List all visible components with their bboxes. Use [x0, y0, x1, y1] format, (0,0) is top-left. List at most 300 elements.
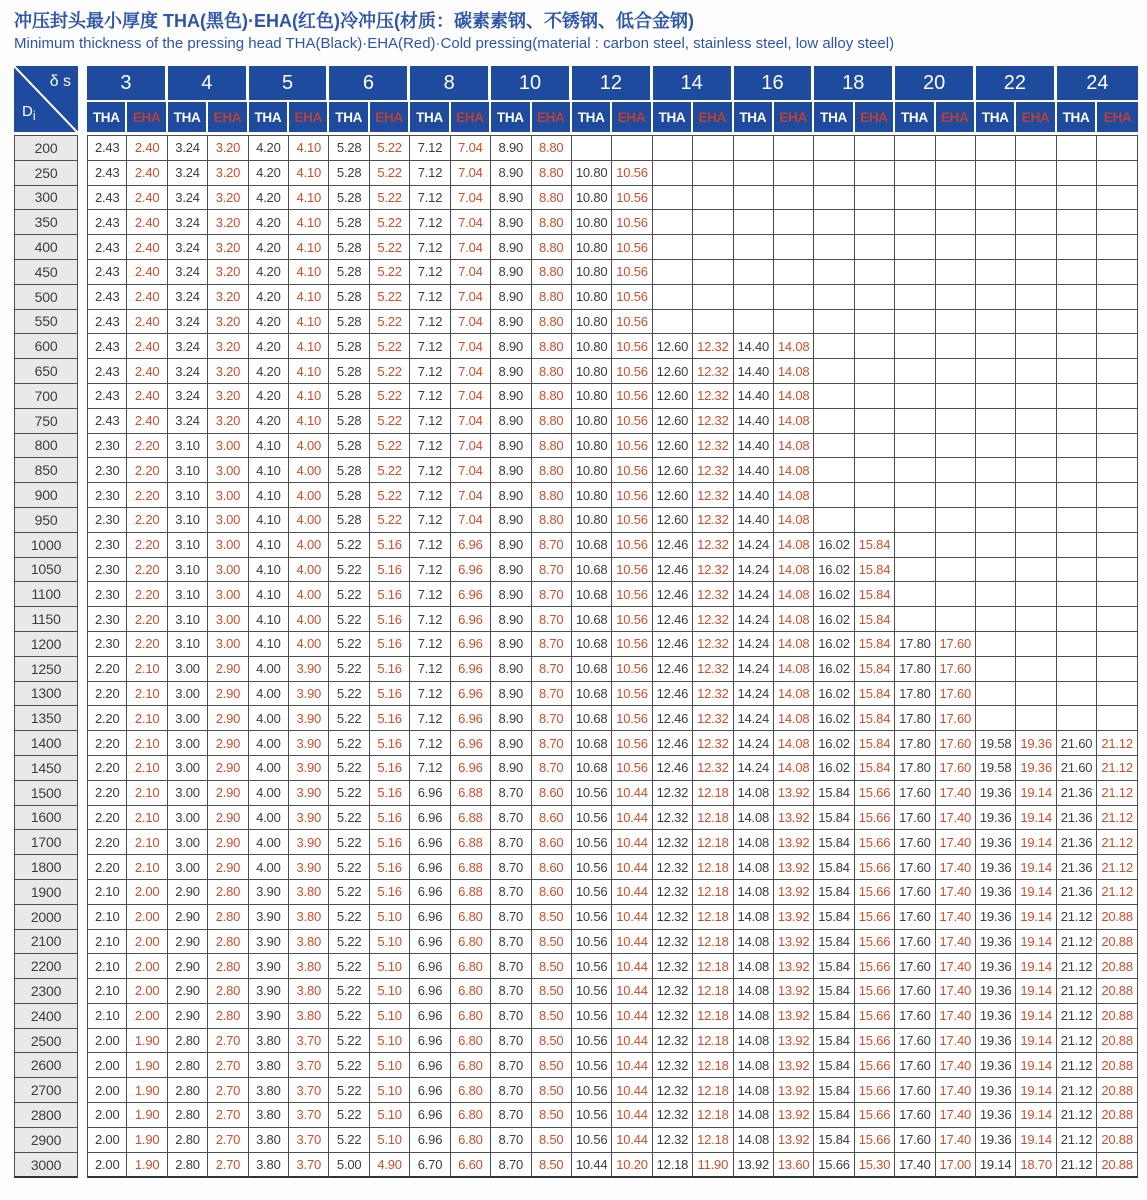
empty-cell — [1016, 260, 1056, 285]
eha-value-cell: 8.80 — [532, 409, 572, 434]
table-row — [14, 1029, 1138, 1054]
tha-value-cell: 2.43 — [87, 235, 127, 260]
size-header-cell: 4 — [168, 66, 249, 102]
eha-value-cell: 17.40 — [936, 1128, 976, 1153]
empty-cell — [814, 235, 854, 260]
empty-cell — [855, 458, 895, 483]
gap-column — [78, 508, 87, 533]
empty-cell — [936, 607, 976, 632]
di-cell: 850 — [14, 458, 78, 483]
tha-value-cell: 17.60 — [895, 1053, 935, 1078]
eha-value-cell: 10.56 — [612, 483, 652, 508]
eha-value-cell: 3.90 — [289, 806, 329, 831]
tha-value-cell: 4.10 — [249, 558, 289, 583]
empty-cell — [814, 508, 854, 533]
di-cell: 2200 — [14, 954, 78, 979]
tha-value-cell: 21.12 — [1057, 1128, 1097, 1153]
tha-value-cell: 17.60 — [895, 1029, 935, 1054]
eha-value-cell: 2.90 — [208, 830, 248, 855]
empty-cell — [734, 260, 774, 285]
empty-cell — [1097, 186, 1138, 211]
empty-cell — [976, 706, 1016, 731]
table-row — [14, 409, 1138, 434]
tha-value-cell: 10.80 — [572, 260, 612, 285]
eha-value-cell: 2.80 — [208, 954, 248, 979]
eha-value-cell: 3.00 — [208, 607, 248, 632]
eha-value-cell: 14.08 — [774, 384, 814, 409]
eha-value-cell: 2.40 — [127, 334, 167, 359]
eha-value-cell: 15.66 — [855, 1029, 895, 1054]
eha-value-cell: 17.40 — [936, 855, 976, 880]
tha-value-cell: 2.30 — [87, 483, 127, 508]
tha-value-cell: 17.80 — [895, 731, 935, 756]
tha-value-cell: 2.80 — [168, 1103, 208, 1128]
eha-value-cell: 15.66 — [855, 830, 895, 855]
empty-cell — [1057, 508, 1097, 533]
empty-cell — [1016, 384, 1056, 409]
eha-value-cell: 15.66 — [855, 905, 895, 930]
tha-value-cell: 12.60 — [653, 409, 693, 434]
tha-value-cell: 5.22 — [329, 558, 369, 583]
eha-value-cell: 8.50 — [532, 930, 572, 955]
empty-cell — [1097, 384, 1138, 409]
tha-value-cell: 17.60 — [895, 855, 935, 880]
di-cell: 1150 — [14, 607, 78, 632]
eha-value-cell: 5.22 — [370, 508, 410, 533]
eha-value-cell: 4.90 — [370, 1153, 410, 1179]
eha-value-cell: 2.40 — [127, 285, 167, 310]
tha-value-cell: 4.20 — [249, 235, 289, 260]
tha-value-cell: 14.24 — [734, 731, 774, 756]
eha-value-cell: 12.32 — [693, 334, 733, 359]
eha-value-cell: 3.90 — [289, 830, 329, 855]
eha-value-cell: 12.18 — [693, 1103, 733, 1128]
empty-cell — [1097, 409, 1138, 434]
di-cell: 300 — [14, 186, 78, 211]
tha-value-cell: 19.36 — [976, 979, 1016, 1004]
empty-cell — [936, 483, 976, 508]
empty-cell — [976, 260, 1016, 285]
tha-value-cell: 2.20 — [87, 781, 127, 806]
eha-value-cell: 12.18 — [693, 1029, 733, 1054]
gap-column — [78, 756, 87, 781]
tha-value-cell: 5.28 — [329, 384, 369, 409]
eha-value-cell: 8.70 — [532, 582, 572, 607]
eha-value-cell: 8.50 — [532, 1128, 572, 1153]
tha-value-cell: 16.02 — [814, 632, 854, 657]
empty-cell — [1016, 186, 1056, 211]
eha-value-cell: 8.60 — [532, 830, 572, 855]
empty-cell — [1057, 657, 1097, 682]
empty-cell — [1016, 310, 1056, 335]
eha-value-cell: 2.20 — [127, 458, 167, 483]
eha-value-cell: 3.20 — [208, 285, 248, 310]
tha-value-cell: 19.36 — [976, 806, 1016, 831]
eha-header-cell: EHA — [451, 102, 491, 135]
eha-value-cell: 7.04 — [451, 483, 491, 508]
eha-value-cell: 10.56 — [612, 384, 652, 409]
tha-value-cell: 14.08 — [734, 1128, 774, 1153]
eha-value-cell: 10.44 — [612, 1103, 652, 1128]
tha-value-cell: 3.00 — [168, 657, 208, 682]
tha-value-cell: 12.32 — [653, 1078, 693, 1103]
di-cell: 500 — [14, 285, 78, 310]
empty-cell — [653, 235, 693, 260]
empty-cell — [1016, 607, 1056, 632]
tha-value-cell: 16.02 — [814, 731, 854, 756]
empty-cell — [1097, 210, 1138, 235]
tha-value-cell: 12.32 — [653, 979, 693, 1004]
eha-value-cell: 19.14 — [1016, 1103, 1056, 1128]
eha-value-cell: 3.00 — [208, 508, 248, 533]
eha-value-cell: 8.80 — [532, 334, 572, 359]
empty-cell — [734, 186, 774, 211]
empty-cell — [1016, 434, 1056, 459]
eha-value-cell: 2.70 — [208, 1103, 248, 1128]
eha-value-cell: 8.80 — [532, 210, 572, 235]
eha-value-cell: 10.56 — [612, 508, 652, 533]
eha-value-cell: 4.10 — [289, 334, 329, 359]
tha-value-cell: 21.12 — [1057, 905, 1097, 930]
tha-value-cell: 4.00 — [249, 806, 289, 831]
tha-value-cell: 16.02 — [814, 657, 854, 682]
tha-value-cell: 14.08 — [734, 979, 774, 1004]
tha-value-cell: 10.56 — [572, 1004, 612, 1029]
tha-value-cell: 10.68 — [572, 607, 612, 632]
tha-value-cell: 8.70 — [491, 954, 531, 979]
eha-value-cell: 3.00 — [208, 434, 248, 459]
tha-value-cell: 5.28 — [329, 458, 369, 483]
eha-value-cell: 12.32 — [693, 508, 733, 533]
eha-value-cell: 2.40 — [127, 359, 167, 384]
eha-value-cell: 3.20 — [208, 359, 248, 384]
tha-value-cell: 14.08 — [734, 806, 774, 831]
tha-value-cell: 8.90 — [491, 334, 531, 359]
eha-value-cell: 12.32 — [693, 558, 733, 583]
gap-column — [78, 458, 87, 483]
eha-value-cell: 5.22 — [370, 483, 410, 508]
empty-cell — [1097, 310, 1138, 335]
empty-cell — [653, 260, 693, 285]
eha-value-cell: 17.40 — [936, 930, 976, 955]
eha-value-cell: 19.14 — [1016, 830, 1056, 855]
tha-value-cell: 3.90 — [249, 930, 289, 955]
tha-value-cell: 8.90 — [491, 384, 531, 409]
empty-cell — [814, 483, 854, 508]
table-row — [14, 1128, 1138, 1153]
tha-value-cell: 2.10 — [87, 979, 127, 1004]
tha-value-cell: 7.12 — [410, 359, 450, 384]
gap-column — [78, 880, 87, 905]
eha-value-cell: 4.00 — [289, 558, 329, 583]
tha-value-cell: 7.12 — [410, 731, 450, 756]
eha-value-cell: 10.56 — [612, 657, 652, 682]
empty-cell — [976, 582, 1016, 607]
tha-value-cell: 5.22 — [329, 1128, 369, 1153]
empty-cell — [1097, 558, 1138, 583]
empty-cell — [1016, 359, 1056, 384]
eha-value-cell: 1.90 — [127, 1153, 167, 1179]
delta-s-label: δ s — [49, 73, 72, 90]
eha-value-cell: 2.20 — [127, 558, 167, 583]
eha-value-cell: 10.44 — [612, 979, 652, 1004]
eha-value-cell: 4.10 — [289, 135, 329, 161]
eha-value-cell: 12.18 — [693, 954, 733, 979]
di-cell: 1300 — [14, 682, 78, 707]
eha-value-cell: 6.80 — [451, 1078, 491, 1103]
thickness-table-wrapper — [14, 66, 1138, 1178]
tha-value-cell: 2.90 — [168, 905, 208, 930]
empty-cell — [1057, 334, 1097, 359]
tha-value-cell: 10.56 — [572, 830, 612, 855]
di-cell: 2000 — [14, 905, 78, 930]
eha-value-cell: 3.20 — [208, 409, 248, 434]
empty-cell — [693, 186, 733, 211]
eha-value-cell: 5.10 — [370, 954, 410, 979]
eha-value-cell: 15.66 — [855, 1078, 895, 1103]
di-cell: 2400 — [14, 1004, 78, 1029]
eha-value-cell: 7.04 — [451, 508, 491, 533]
eha-value-cell: 10.44 — [612, 781, 652, 806]
tha-value-cell: 7.12 — [410, 334, 450, 359]
di-cell: 750 — [14, 409, 78, 434]
di-cell: 350 — [14, 210, 78, 235]
empty-cell — [734, 235, 774, 260]
eha-value-cell: 5.22 — [370, 409, 410, 434]
eha-value-cell: 17.40 — [936, 806, 976, 831]
tha-value-cell: 3.24 — [168, 135, 208, 161]
empty-cell — [1097, 285, 1138, 310]
tha-value-cell: 8.90 — [491, 508, 531, 533]
eha-value-cell: 7.04 — [451, 384, 491, 409]
gap-column — [78, 434, 87, 459]
eha-value-cell: 17.60 — [936, 657, 976, 682]
tha-value-cell: 14.08 — [734, 1103, 774, 1128]
eha-value-cell: 2.40 — [127, 310, 167, 335]
di-cell: 2700 — [14, 1078, 78, 1103]
empty-cell — [936, 210, 976, 235]
tha-value-cell: 7.12 — [410, 409, 450, 434]
eha-value-cell: 7.04 — [451, 260, 491, 285]
tha-value-cell: 12.46 — [653, 607, 693, 632]
gap-column — [78, 483, 87, 508]
table-row — [14, 905, 1138, 930]
empty-cell — [855, 161, 895, 186]
tha-value-cell: 2.20 — [87, 731, 127, 756]
eha-value-cell: 10.56 — [612, 359, 652, 384]
eha-value-cell: 8.80 — [532, 508, 572, 533]
tha-value-cell: 4.10 — [249, 458, 289, 483]
eha-value-cell: 3.90 — [289, 855, 329, 880]
tha-value-cell: 4.10 — [249, 607, 289, 632]
eha-value-cell: 19.36 — [1016, 756, 1056, 781]
tha-value-cell: 10.44 — [572, 1153, 612, 1179]
tha-value-cell: 17.60 — [895, 781, 935, 806]
eha-value-cell: 10.44 — [612, 1029, 652, 1054]
tha-value-cell: 3.00 — [168, 830, 208, 855]
eha-value-cell: 6.96 — [451, 706, 491, 731]
table-row — [14, 607, 1138, 632]
tha-value-cell: 12.46 — [653, 632, 693, 657]
tha-header-cell: THA — [410, 102, 450, 135]
tha-value-cell: 7.12 — [410, 508, 450, 533]
eha-value-cell: 2.90 — [208, 706, 248, 731]
tha-value-cell: 10.56 — [572, 979, 612, 1004]
tha-value-cell: 14.40 — [734, 483, 774, 508]
eha-value-cell: 8.60 — [532, 880, 572, 905]
eha-value-cell: 3.00 — [208, 558, 248, 583]
eha-value-cell: 3.20 — [208, 334, 248, 359]
eha-value-cell: 20.88 — [1097, 930, 1138, 955]
eha-value-cell: 17.40 — [936, 781, 976, 806]
di-cell: 3000 — [14, 1153, 78, 1179]
tha-value-cell: 10.80 — [572, 334, 612, 359]
eha-value-cell: 5.16 — [370, 731, 410, 756]
eha-value-cell: 12.18 — [693, 1128, 733, 1153]
empty-cell — [1016, 533, 1056, 558]
eha-value-cell: 3.00 — [208, 632, 248, 657]
size-header-cell: 22 — [976, 66, 1057, 102]
empty-cell — [936, 458, 976, 483]
eha-value-cell: 3.90 — [289, 682, 329, 707]
empty-cell — [855, 384, 895, 409]
eha-value-cell: 10.56 — [612, 235, 652, 260]
eha-value-cell: 2.10 — [127, 830, 167, 855]
tha-value-cell: 3.24 — [168, 186, 208, 211]
eha-value-cell: 17.40 — [936, 1053, 976, 1078]
empty-cell — [814, 409, 854, 434]
tha-value-cell: 8.70 — [491, 1103, 531, 1128]
tha-value-cell: 21.36 — [1057, 781, 1097, 806]
empty-cell — [895, 334, 935, 359]
eha-value-cell: 3.70 — [289, 1078, 329, 1103]
tha-value-cell: 12.32 — [653, 855, 693, 880]
eha-value-cell: 4.00 — [289, 434, 329, 459]
eha-value-cell: 3.70 — [289, 1029, 329, 1054]
tha-value-cell: 13.92 — [734, 1153, 774, 1179]
empty-cell — [774, 135, 814, 161]
eha-value-cell: 12.18 — [693, 979, 733, 1004]
table-row — [14, 533, 1138, 558]
tha-value-cell: 17.80 — [895, 682, 935, 707]
tha-value-cell: 3.00 — [168, 781, 208, 806]
tha-value-cell: 8.70 — [491, 1004, 531, 1029]
empty-cell — [1016, 657, 1056, 682]
eha-value-cell: 13.60 — [774, 1153, 814, 1179]
tha-value-cell: 8.90 — [491, 434, 531, 459]
eha-value-cell: 3.80 — [289, 1004, 329, 1029]
empty-cell — [774, 161, 814, 186]
eha-value-cell: 3.20 — [208, 384, 248, 409]
eha-value-cell: 5.10 — [370, 1053, 410, 1078]
eha-value-cell: 12.32 — [693, 731, 733, 756]
di-cell: 400 — [14, 235, 78, 260]
eha-value-cell: 19.14 — [1016, 979, 1056, 1004]
tha-value-cell: 5.22 — [329, 657, 369, 682]
empty-cell — [1057, 458, 1097, 483]
empty-cell — [814, 458, 854, 483]
tha-value-cell: 5.22 — [329, 880, 369, 905]
di-cell: 1700 — [14, 830, 78, 855]
eha-value-cell: 7.04 — [451, 186, 491, 211]
tha-value-cell: 2.43 — [87, 409, 127, 434]
tha-value-cell: 4.10 — [249, 508, 289, 533]
empty-cell — [976, 135, 1016, 161]
tha-value-cell: 4.10 — [249, 632, 289, 657]
tha-value-cell: 5.22 — [329, 855, 369, 880]
eha-value-cell: 8.70 — [532, 706, 572, 731]
tha-value-cell: 6.96 — [410, 1029, 450, 1054]
empty-cell — [936, 186, 976, 211]
eha-value-cell: 19.14 — [1016, 905, 1056, 930]
tha-value-cell: 3.80 — [249, 1029, 289, 1054]
eha-value-cell: 3.00 — [208, 533, 248, 558]
table-row — [14, 458, 1138, 483]
tha-value-cell: 5.22 — [329, 781, 369, 806]
eha-value-cell: 15.84 — [855, 582, 895, 607]
eha-value-cell: 10.44 — [612, 830, 652, 855]
tha-value-cell: 19.36 — [976, 1078, 1016, 1103]
empty-cell — [1097, 607, 1138, 632]
empty-cell — [1097, 434, 1138, 459]
eha-value-cell: 10.56 — [612, 210, 652, 235]
tha-value-cell: 17.60 — [895, 954, 935, 979]
eha-value-cell: 8.50 — [532, 954, 572, 979]
eha-value-cell: 5.16 — [370, 706, 410, 731]
tha-value-cell: 8.90 — [491, 533, 531, 558]
tha-value-cell: 15.84 — [814, 1004, 854, 1029]
eha-value-cell: 2.00 — [127, 880, 167, 905]
tha-value-cell: 10.56 — [572, 1078, 612, 1103]
eha-value-cell: 15.84 — [855, 558, 895, 583]
tha-value-cell: 10.56 — [572, 1128, 612, 1153]
empty-cell — [1097, 508, 1138, 533]
empty-cell — [734, 161, 774, 186]
eha-value-cell: 5.16 — [370, 855, 410, 880]
tha-value-cell: 12.46 — [653, 533, 693, 558]
tha-value-cell: 3.00 — [168, 855, 208, 880]
eha-value-cell: 4.00 — [289, 607, 329, 632]
tha-value-cell: 2.30 — [87, 508, 127, 533]
empty-cell — [814, 434, 854, 459]
tha-value-cell: 2.90 — [168, 979, 208, 1004]
empty-cell — [572, 135, 612, 161]
tha-value-cell: 10.80 — [572, 285, 612, 310]
empty-cell — [1016, 161, 1056, 186]
eha-value-cell: 13.92 — [774, 880, 814, 905]
table-row — [14, 930, 1138, 955]
tha-value-cell: 10.56 — [572, 954, 612, 979]
eha-value-cell: 10.44 — [612, 1053, 652, 1078]
tha-value-cell: 10.56 — [572, 1053, 612, 1078]
tha-header-cell: THA — [491, 102, 531, 135]
eha-value-cell: 5.10 — [370, 1004, 410, 1029]
tha-value-cell: 10.80 — [572, 458, 612, 483]
eha-value-cell: 19.14 — [1016, 1029, 1056, 1054]
eha-value-cell: 14.08 — [774, 582, 814, 607]
tha-value-cell: 14.40 — [734, 384, 774, 409]
gap-column — [78, 161, 87, 186]
eha-value-cell: 10.56 — [612, 458, 652, 483]
eha-value-cell: 19.14 — [1016, 781, 1056, 806]
tha-value-cell: 19.36 — [976, 954, 1016, 979]
eha-value-cell: 2.40 — [127, 235, 167, 260]
eha-value-cell: 2.10 — [127, 781, 167, 806]
tha-value-cell: 8.90 — [491, 706, 531, 731]
eha-value-cell: 4.10 — [289, 186, 329, 211]
tha-value-cell: 3.10 — [168, 533, 208, 558]
eha-value-cell: 12.18 — [693, 880, 733, 905]
